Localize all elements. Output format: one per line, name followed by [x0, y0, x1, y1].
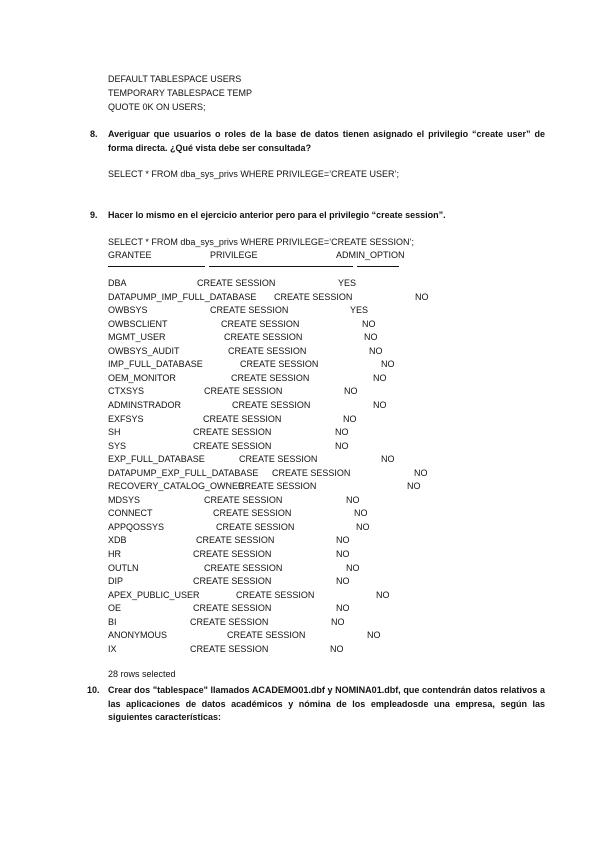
row-admin-option: NO: [367, 630, 381, 641]
row-grantee: HR: [108, 549, 121, 559]
row-grantee: IMP_FULL_DATABASE: [108, 359, 203, 370]
row-privilege: CREATE SESSION: [216, 521, 295, 532]
row-privilege: CREATE SESSION: [232, 399, 311, 410]
row-privilege: CREATE SESSION: [203, 413, 282, 424]
result-header: [0, 249, 600, 263]
table-row: [0, 521, 600, 535]
table-row: [0, 562, 600, 576]
row-grantee: SYS: [108, 440, 127, 451]
table-row: [0, 331, 600, 345]
row-admin-option: NO: [381, 359, 395, 370]
row-grantee: XDB: [108, 535, 127, 546]
row-admin-option: NO: [336, 535, 350, 546]
table-row: [0, 507, 600, 521]
row-admin-option: NO: [376, 589, 390, 600]
row-privilege: CREATE SESSION: [190, 643, 269, 654]
row-privilege: CREATE SESSION: [193, 603, 272, 614]
row-admin-option: NO: [336, 549, 350, 559]
header-privilege: PRIVILEGE: [210, 250, 258, 260]
row-admin-option: NO: [373, 399, 387, 410]
row-privilege: CREATE SESSION: [197, 278, 276, 288]
row-admin-option: NO: [381, 454, 395, 465]
row-privilege: CREATE SESSION: [193, 440, 272, 451]
row-privilege: CREATE SESSION: [236, 589, 315, 600]
question-9-text: Hacer lo mismo en el ejercicio anterior pero para el privilegio “create session”.: [108, 210, 446, 220]
table-row: [0, 494, 600, 508]
table-row: [0, 413, 600, 427]
table-row: [0, 291, 600, 305]
row-grantee: DBA: [108, 278, 127, 288]
row-privilege: CREATE SESSION: [213, 508, 292, 519]
question-number-10: 10.: [87, 685, 100, 695]
row-admin-option: NO: [362, 318, 376, 329]
question-number-8: 8.: [90, 129, 98, 139]
intro-line-2: TEMPORARY TABLESPACE TEMP: [108, 88, 253, 98]
row-admin-option: NO: [331, 616, 345, 627]
row-grantee: APPQOSSYS: [108, 521, 165, 532]
row-admin-option: NO: [336, 576, 350, 587]
table-row: [0, 385, 600, 399]
row-privilege: CREATE SESSION: [228, 345, 307, 356]
row-grantee: MGMT_USER: [108, 332, 166, 343]
row-privilege: CREATE SESSION: [204, 562, 283, 573]
row-privilege: CREATE SESSION: [193, 576, 272, 587]
row-admin-option: NO: [346, 494, 360, 505]
question-number-9: 9.: [90, 210, 98, 220]
row-privilege: CREATE SESSION: [210, 305, 289, 316]
row-privilege: CREATE SESSION: [221, 318, 300, 329]
row-grantee: OWBSCLIENT: [108, 318, 168, 329]
row-admin-option: NO: [335, 427, 349, 438]
row-admin-option: YES: [338, 278, 357, 288]
separator-grantee: [108, 266, 205, 267]
question-8-text: Averiguar que usuarios o roles de la base de datos tienen asignado el privilegio “create user” de forma directa. ¿Qué vista debe ser consultada?: [108, 129, 545, 153]
row-admin-option: NO: [336, 603, 350, 614]
row-privilege: CREATE SESSION: [204, 494, 283, 505]
row-grantee: APEX_PUBLIC_USER: [108, 589, 200, 600]
row-privilege: CREATE SESSION: [190, 616, 269, 627]
row-grantee: OWBSYS: [108, 305, 148, 316]
row-privilege: CREATE SESSION: [227, 630, 306, 641]
row-grantee: CTXSYS: [108, 386, 145, 397]
row-privilege: CREATE SESSION: [196, 535, 275, 546]
row-admin-option: NO: [373, 372, 387, 383]
table-row: [0, 602, 600, 616]
row-grantee: ANONYMOUS: [108, 630, 168, 641]
row-privilege: CREATE SESSION: [272, 467, 351, 478]
row-privilege: CREATE SESSION: [224, 332, 303, 343]
table-row: [0, 629, 600, 643]
row-admin-option: NO: [344, 386, 358, 397]
separator-privilege: [209, 266, 353, 267]
rows-selected-footer: 28 rows selected: [108, 669, 176, 679]
row-grantee: IX: [108, 643, 117, 654]
table-row: [0, 467, 600, 481]
row-privilege: CREATE SESSION: [193, 549, 272, 559]
table-row: [0, 480, 600, 494]
table-row: [0, 440, 600, 454]
row-grantee: OUTLN: [108, 562, 139, 573]
row-privilege: CREATE SESSION: [204, 386, 283, 397]
row-admin-option: NO: [346, 562, 360, 573]
table-row: [0, 358, 600, 372]
row-admin-option: NO: [415, 291, 429, 302]
table-row: [0, 616, 600, 630]
intro-line-3: QUOTE 0K ON USERS;: [108, 102, 206, 112]
row-grantee: DATAPUMP_EXP_FULL_DATABASE: [108, 467, 259, 478]
row-grantee: MDSYS: [108, 494, 141, 505]
table-row: [0, 453, 600, 467]
row-admin-option: NO: [335, 440, 349, 451]
row-admin-option: NO: [407, 481, 421, 492]
question-9-sql: SELECT * FROM dba_sys_privs WHERE PRIVILEGE=’CREATE SESSION’;: [108, 237, 414, 247]
table-row: [0, 277, 600, 291]
header-admin-option: ADMIN_OPTION: [336, 250, 405, 260]
row-grantee: SH: [108, 427, 121, 438]
row-grantee: EXFSYS: [108, 413, 144, 424]
row-privilege: CREATE SESSION: [239, 454, 318, 465]
row-grantee: DATAPUMP_IMP_FULL_DATABASE: [108, 291, 257, 302]
intro-line-1: DEFAULT TABLESPACE USERS: [108, 74, 242, 84]
table-row: [0, 534, 600, 548]
row-admin-option: NO: [364, 332, 378, 343]
table-row: [0, 318, 600, 332]
table-row: [0, 589, 600, 603]
question-10-text: Crear dos "tablespace" llamados ACADEMO01.dbf y NOMINA01.dbf, que contendrán datos relativos a las aplicaciones de datos académicos y nómina de los empleadosde una empresa, según las siguientes características:: [108, 685, 545, 722]
row-grantee: BI: [108, 616, 117, 627]
row-grantee: EXP_FULL_DATABASE: [108, 454, 205, 465]
row-admin-option: NO: [343, 413, 357, 424]
question-8-sql: SELECT * FROM dba_sys_privs WHERE PRIVILEGE=’CREATE USER’;: [108, 169, 399, 179]
row-grantee: OWBSYS_AUDIT: [108, 345, 180, 356]
row-admin-option: NO: [330, 643, 344, 654]
row-grantee: OE: [108, 603, 122, 614]
separator-admin-option: [357, 266, 399, 267]
row-admin-option: NO: [354, 508, 368, 519]
row-privilege: CREATE SESSION: [240, 359, 319, 370]
row-grantee: ADMINSTRADOR: [108, 399, 182, 410]
table-row: [0, 345, 600, 359]
row-admin-option: NO: [356, 521, 370, 532]
row-grantee: OEM_MONITOR: [108, 372, 176, 383]
row-privilege: CREATE SESSION: [274, 291, 353, 302]
row-privilege: CREATE SESSION: [193, 427, 272, 438]
table-row: [0, 372, 600, 386]
table-row: [0, 399, 600, 413]
row-admin-option: YES: [350, 305, 369, 316]
table-row: [0, 426, 600, 440]
row-grantee: CONNECT: [108, 508, 153, 519]
header-grantee: GRANTEE: [108, 250, 152, 260]
table-row: [0, 304, 600, 318]
row-privilege: CREATE SESSION: [231, 372, 310, 383]
row-admin-option: NO: [369, 345, 383, 356]
table-row: [0, 643, 600, 657]
row-grantee: DIP: [108, 576, 124, 587]
table-row: [0, 575, 600, 589]
row-grantee: RECOVERY_CATALOG_OWNER: [108, 481, 245, 492]
table-row: [0, 548, 600, 562]
row-admin-option: NO: [414, 467, 428, 478]
row-privilege: CREATE SESSION: [238, 481, 317, 492]
